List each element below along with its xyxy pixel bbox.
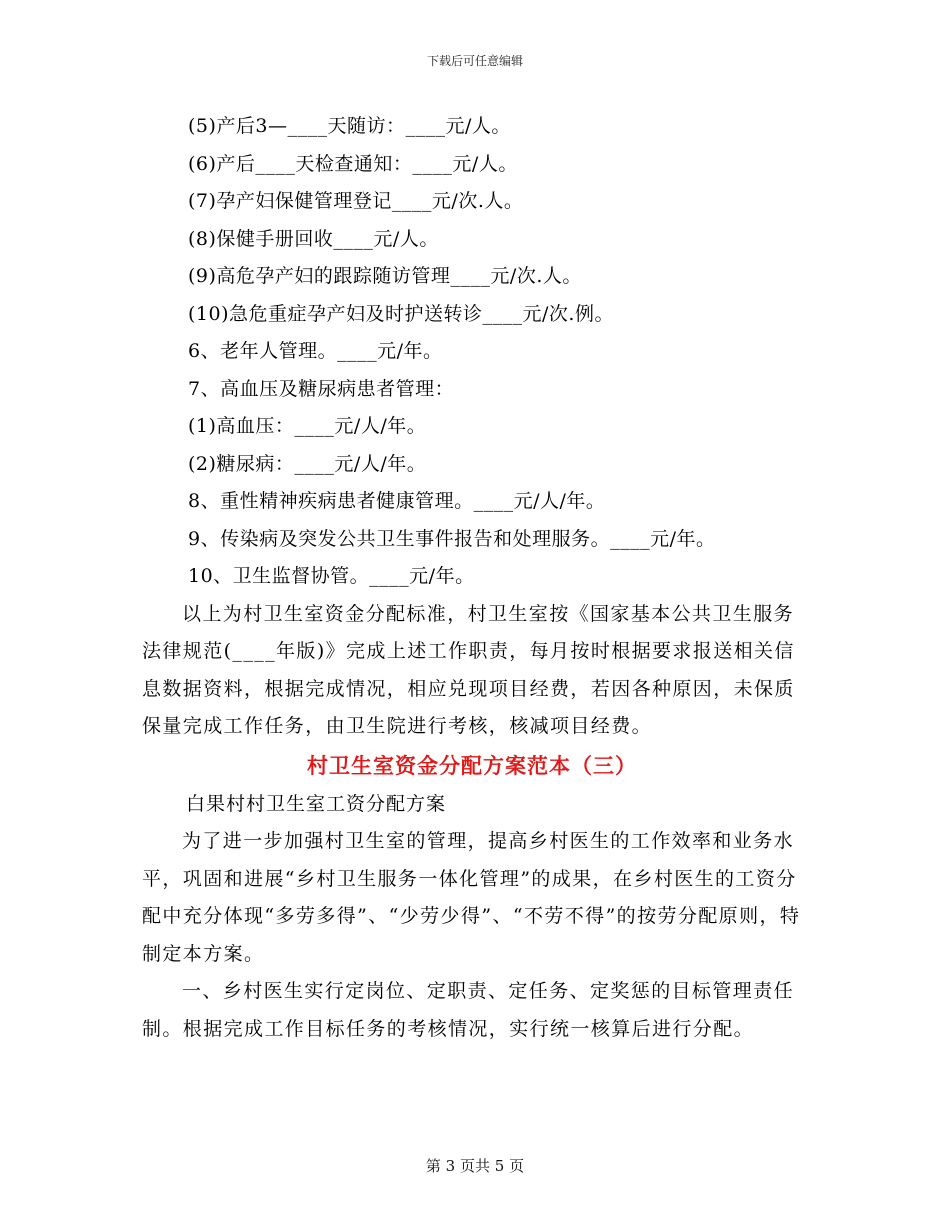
list-item: (9)高危孕产妇的跟踪随访管理____元/次.人。 [188, 265, 582, 287]
paragraph-rule-one: 一、乡村医生实行定岗位、定职责、定任务、定奖惩的目标管理责任制。根据完成工作目标任务的考核情况，实行统一核算后进行分配。 [142, 980, 795, 1040]
list-item: (7)孕产妇保健管理登记____元/次.人。 [188, 190, 524, 212]
list-item: (8)保健手册回收____元/人。 [188, 227, 439, 250]
item-list [142, 108, 802, 596]
list-item: 8、重性精神疾病患者健康管理。____元/人/年。 [188, 490, 606, 512]
list-item: 10、卫生监督协管。____元/年。 [188, 565, 475, 587]
list-item: (5)产后3—____天随访：____元/人。 [188, 115, 511, 137]
list-item: (6)产后____天检查通知：____元/人。 [188, 152, 518, 175]
list-item: 7、高血压及糖尿病患者管理： [188, 377, 455, 400]
page-header: 下载后可任意编辑 [426, 54, 523, 68]
paragraph-allocation-standard: 以上为村卫生室资金分配标准，村卫生室按《国家基本公共卫生服务法律规范(____年版)》完成上述工作职责，每月按时根据要求报送相关信息数据资料，根据完成情况，相应兑现项目经费，若因各种原因，未保质保量完成工作任务，由卫生院进行考核，核减项目经费。 [142, 602, 795, 737]
list-item: (2)糖尿病：____元/人/年。 [188, 452, 427, 475]
list-item: (10)急危重症孕产妇及时护送转诊____元/次.例。 [188, 302, 614, 325]
paragraph-purpose: 为了进一步加强村卫生室的管理，提高乡村医生的工作效率和业务水平，巩固和进展“乡村卫生服务一体化管理”的成果，在乡村医生的工资分配中充分体现“多劳多得”、“少劳少得”、“不劳不得”的按劳分配原则，特制定本方案。 [142, 830, 801, 965]
document-subtitle: 白果村村卫生室工资分配方案 [186, 792, 447, 815]
document-body [142, 108, 802, 1048]
list-item: 9、传染病及突发公共卫生事件报告和处理服务。____元/年。 [188, 527, 716, 550]
list-item: 6、老年人管理。____元/年。 [188, 340, 443, 362]
section-title: 村卫生室资金分配方案范本（三） [307, 753, 637, 778]
list-item: (1)高血压：____元/人/年。 [188, 415, 427, 437]
page-footer: 第 3 页共 5 页 [425, 1157, 525, 1175]
